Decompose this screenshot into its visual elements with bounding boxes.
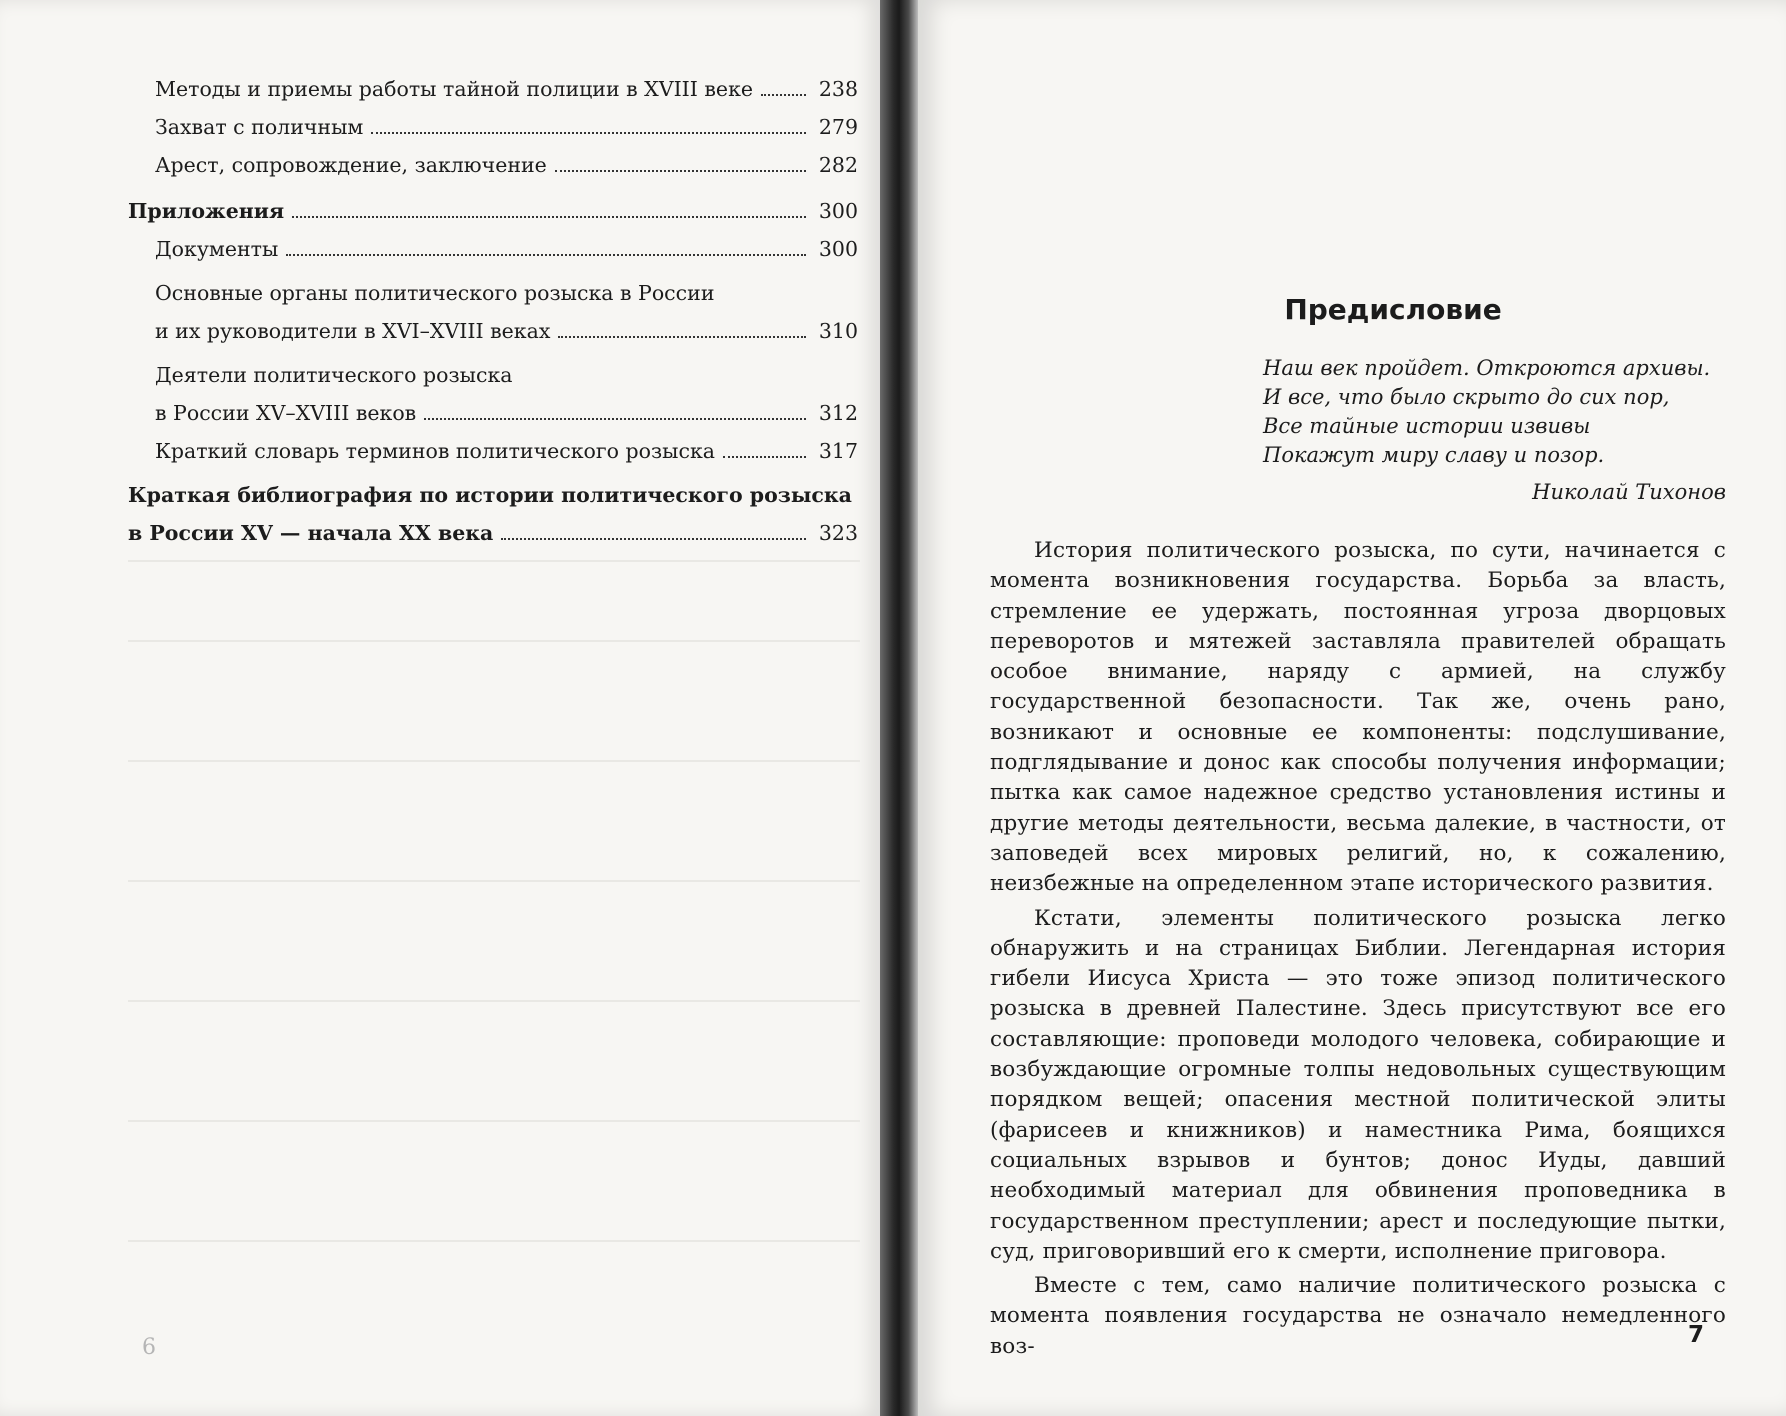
toc-leader-dots	[292, 216, 806, 218]
bleed-through-line	[128, 1240, 860, 1242]
toc-leader-dots	[555, 170, 806, 172]
epigraph	[1263, 354, 1726, 470]
toc-leader-dots	[371, 132, 806, 134]
toc-leader-dots	[286, 254, 806, 256]
toc-page-number: 282	[818, 153, 858, 177]
toc-entry-title-line: и их руководители в XVI–XVIII веках	[155, 319, 551, 343]
toc-leader-dots	[723, 456, 806, 458]
toc-entry-multiline[interactable]	[128, 274, 858, 350]
toc-section-title-line: в России XV — начала XX века	[128, 521, 494, 545]
toc-section-last-line	[128, 514, 858, 552]
toc-entry-title-line: в России XV–XVIII веков	[155, 401, 417, 425]
bleed-through-line	[128, 1000, 860, 1002]
toc-entry-title: Арест, сопровождение, заключение	[155, 153, 547, 177]
toc-leader-dots	[424, 418, 806, 420]
toc-page-number: 323	[818, 521, 858, 545]
toc-entry-title: Захват с поличным	[155, 115, 364, 139]
toc-leader-dots	[501, 538, 806, 540]
toc-section-appendix[interactable]	[128, 192, 858, 230]
bleed-through-line	[128, 1120, 860, 1122]
epigraph-line: Все тайные истории извивы	[1263, 414, 1591, 438]
bleed-through-line	[128, 560, 860, 562]
paragraph: История политического розыска, по сути, начинается с момента возникновения государства. Борьба за власть, стремление ее удержать, постоянная угроза дворцовых переворотов и мятежей заставляла правителей обращать особое внимание, наряду с армией, на службу государственной безопасности. Так же, очень рано, возникают и основные ее компоненты: подслушивание, подглядывание и донос как способы получения информации; пытка как самое надежное средство установления истины и другие методы деятельности, весьма далекие, в частности, от заповедей всех мировых религий, но, к сожалению, неизбежные на определенном этапе исторического развития.	[990, 538, 1726, 897]
toc-page-number: 312	[818, 401, 858, 425]
toc-leader-dots	[761, 94, 806, 96]
epigraph-author: Николай Тихонов	[1532, 480, 1726, 504]
toc-entry[interactable]	[128, 230, 858, 268]
toc-entry-multiline[interactable]	[128, 356, 858, 432]
toc-leader-dots	[558, 336, 806, 338]
toc-page-number: 279	[818, 115, 858, 139]
toc-entry[interactable]	[128, 108, 858, 146]
toc-section-bibliography[interactable]	[128, 476, 858, 552]
toc-entry-last-line	[155, 312, 858, 350]
preface-heading: Предисловие	[1284, 293, 1502, 326]
toc-page-number: 300	[818, 199, 858, 223]
toc-page-number: 310	[818, 319, 858, 343]
epigraph-line: Наш век пройдет. Откроются архивы.	[1263, 356, 1711, 380]
toc-section-title: Приложения	[128, 199, 285, 223]
toc-section-title-block	[128, 476, 858, 552]
paragraph: Кстати, элементы политического розыска легко обнаружить и на страницах Библии. Легендарная история гибели Иисуса Христа — это тоже эпизод политического розыска в древней Палестине. Здесь присутствуют все его составляющие: проповеди молодого человека, собирающие и возбуждающие огромные толпы недовольных существующим порядком вещей; опасения местной политической элиты (фарисеев и книжников) и наместника Рима, боящихся социальных взрывов и бунтов; донос Иуды, давший необходимый материал для обвинения проповедника в государственном преступлении; арест и последующие пытки, суд, приговоривший его к смерти, исполнение приговора.	[990, 905, 1726, 1264]
bleed-through-line	[128, 640, 860, 642]
epigraph-line: И все, что было скрыто до сих пор,	[1263, 385, 1670, 409]
toc-entry[interactable]	[128, 432, 858, 470]
toc-entry-title: Краткий словарь терминов политического розыска	[155, 439, 715, 463]
bleed-through-line	[128, 760, 860, 762]
toc-entry-title-block	[155, 356, 858, 432]
epigraph-line: Покажут миру славу и позор.	[1263, 443, 1605, 467]
toc-section-title-line: Краткая библиография по истории политического розыска	[128, 483, 852, 507]
preface-content	[990, 290, 1726, 1362]
left-page	[0, 0, 880, 1416]
toc-entry[interactable]	[128, 146, 858, 184]
bleed-through-line	[128, 880, 860, 882]
toc-entry-title-block	[155, 274, 858, 350]
toc-entry-last-line	[155, 394, 858, 432]
table-of-contents	[128, 70, 858, 552]
left-page-number: 6	[142, 1335, 156, 1360]
preface-body	[990, 536, 1726, 1362]
toc-entry-title: Документы	[155, 237, 279, 261]
toc-page-number: 317	[818, 439, 858, 463]
toc-entry-title-line: Основные органы политического розыска в России	[155, 281, 715, 305]
toc-entry[interactable]	[128, 70, 858, 108]
toc-page-number: 300	[818, 237, 858, 261]
toc-entry-title: Методы и приемы работы тайной полиции в XVIII веке	[155, 77, 754, 101]
paragraph: Вместе с тем, само наличие политического розыска с момента появления государства не означало немедленного воз-	[990, 1273, 1726, 1359]
toc-entry-title-line: Деятели политического розыска	[155, 363, 513, 387]
right-page	[918, 0, 1786, 1416]
toc-page-number: 238	[818, 77, 858, 101]
book-gutter	[880, 0, 918, 1416]
right-page-number: 7	[1687, 1322, 1704, 1348]
